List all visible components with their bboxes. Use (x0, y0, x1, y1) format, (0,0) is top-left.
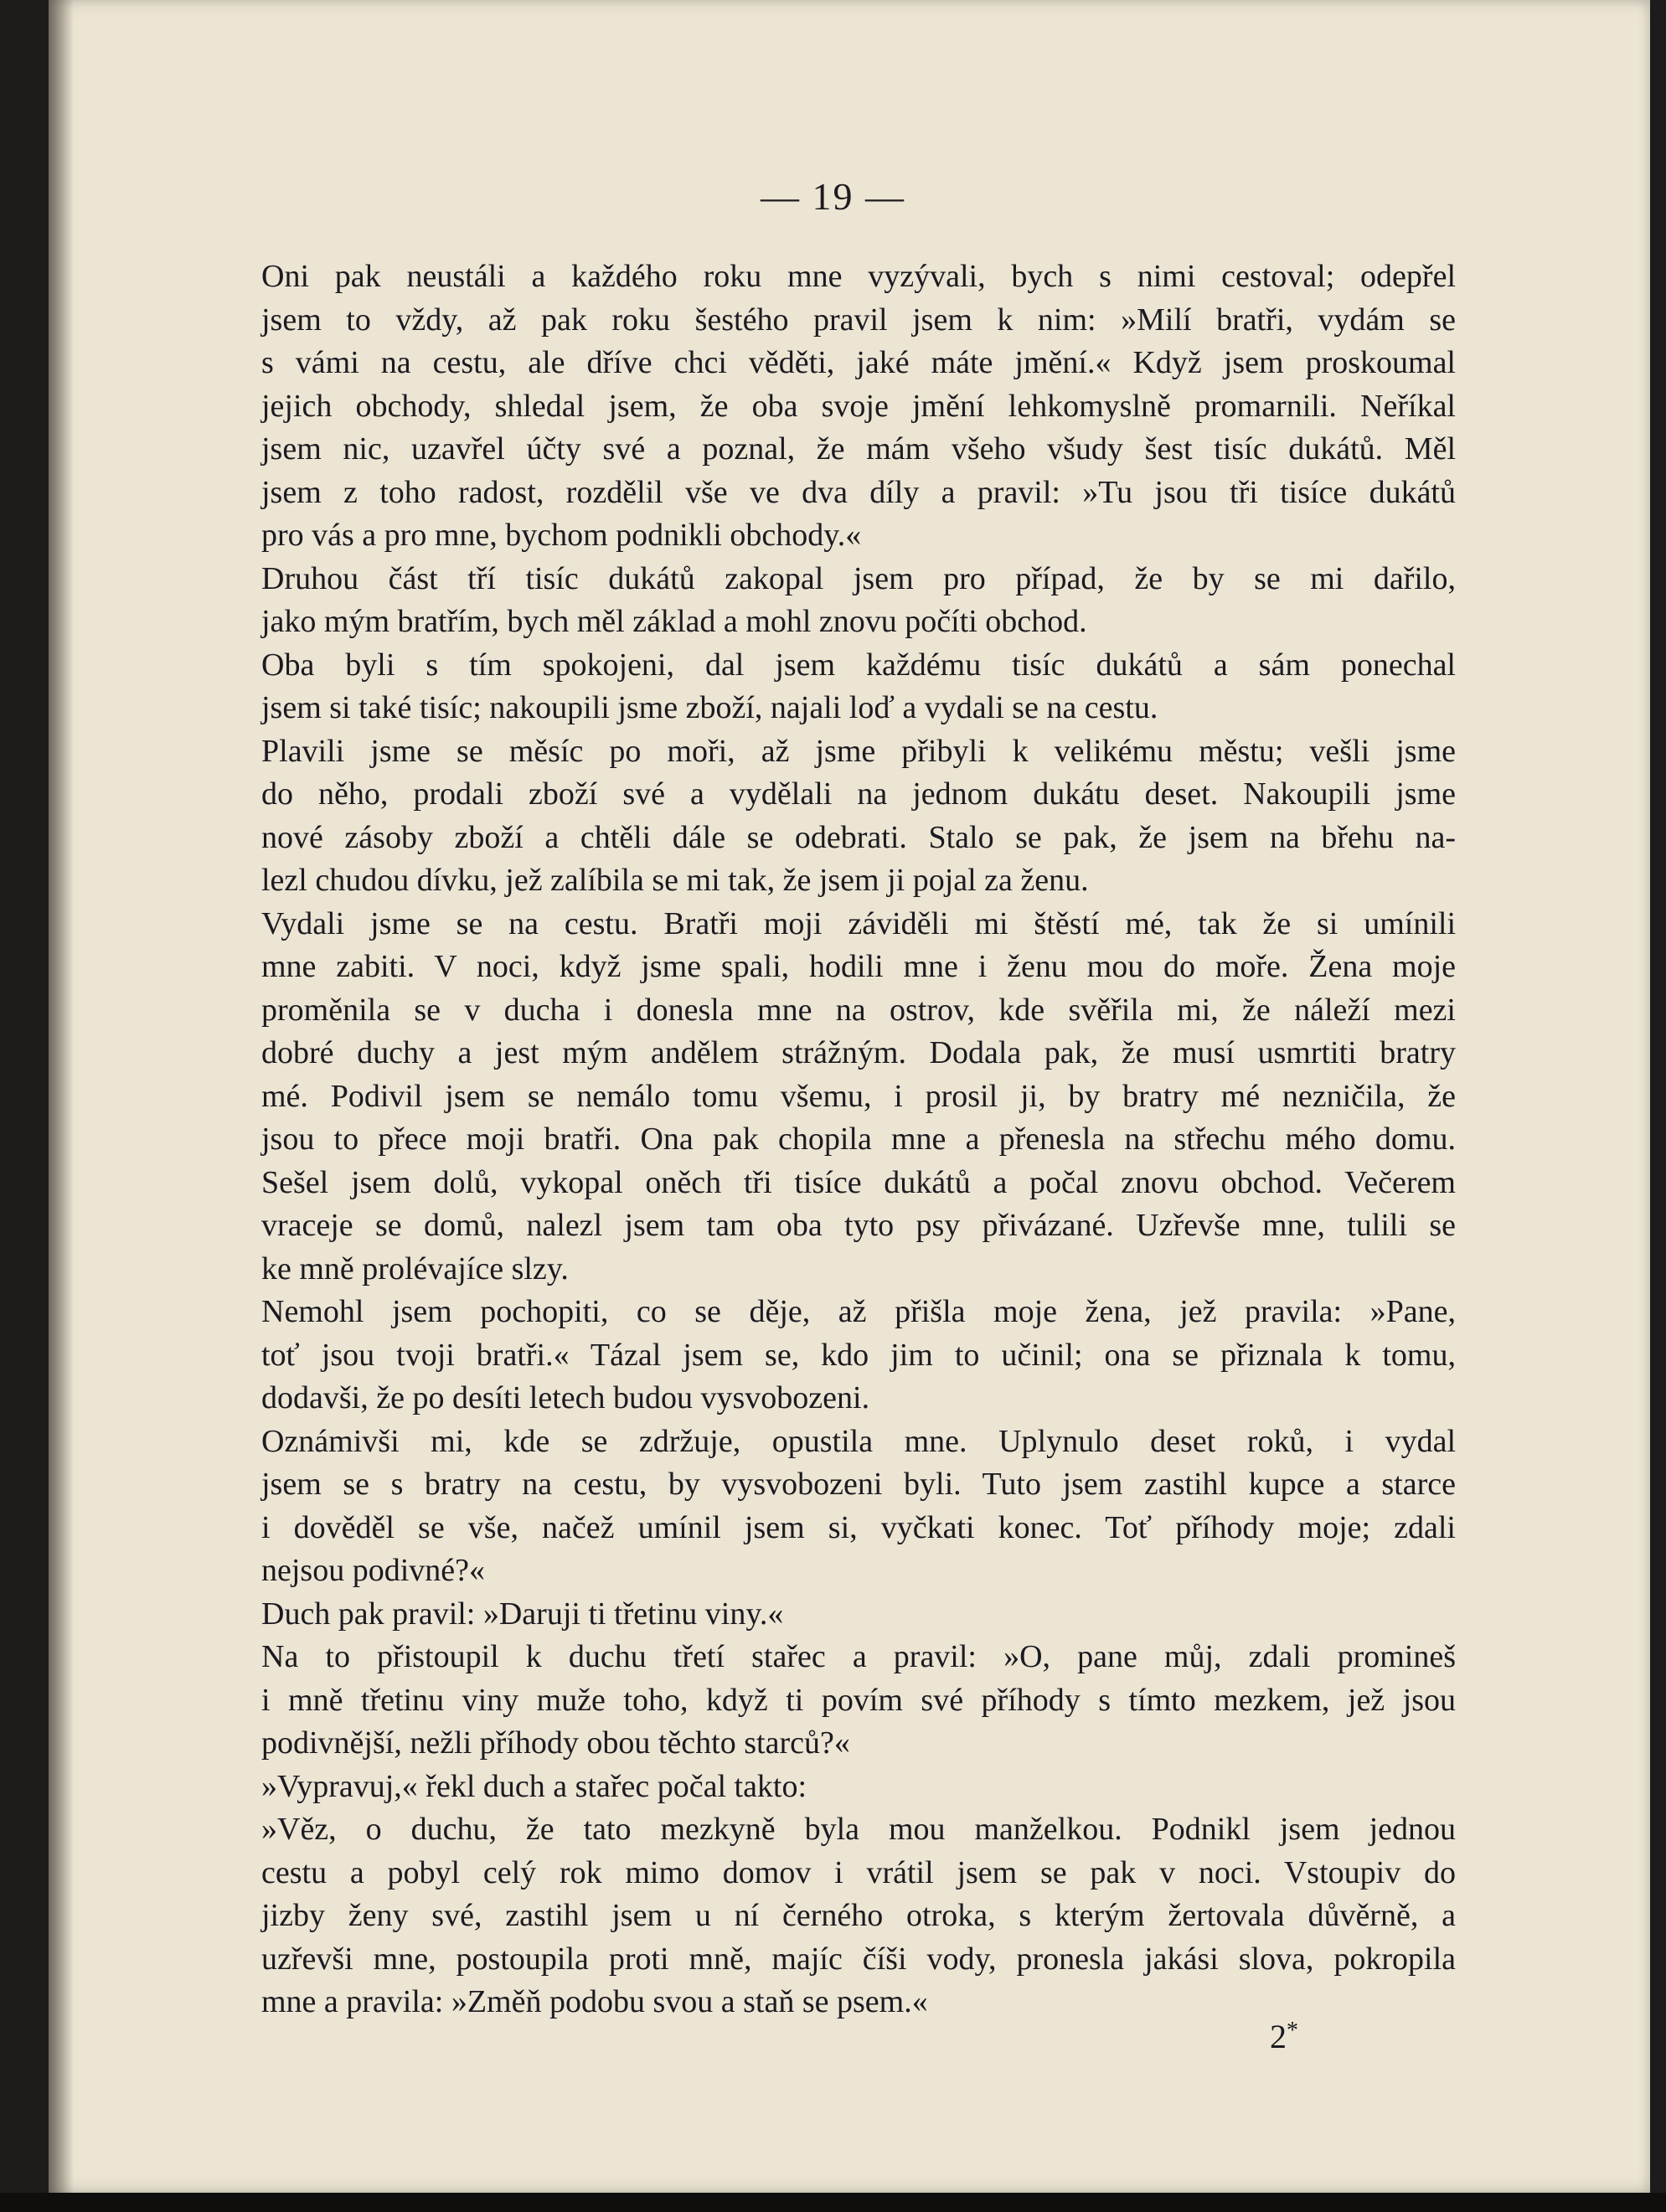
text-line: jizby ženy své, zastihl jsem u ní černého otroka, s kterým žertovala důvěrně, a (261, 1898, 1456, 1933)
paragraph (174, 1291, 1456, 1421)
paragraph (174, 255, 1456, 558)
paragraph (174, 1636, 1456, 1766)
text-line: Oba byli s tím spokojeni, dal jsem každému tisíc dukátů a sám ponechal (261, 647, 1456, 683)
text-line: uzřevši mne, postoupila proti mně, majíc číši vody, pronesla jakási slova, pokropila (261, 1941, 1456, 1977)
text-line: Na to přistoupil k duchu třetí stařec a pravil: »O, pane můj, zdali promineš (261, 1639, 1456, 1674)
text-line: ke mně prolévajíce slzy. (261, 1250, 569, 1286)
text-line: Druhou část tří tisíc dukátů zakopal jsem pro případ, že by se mi dařilo, (261, 560, 1456, 596)
text-line: nejsou podivné?« (261, 1553, 486, 1588)
text-line: nové zásoby zboží a chtěli dále se odebrati. Stalo se pak, že jsem na břehu na- (261, 819, 1456, 855)
paragraph (174, 730, 1456, 903)
text-line: Oni pak neustáli a každého roku mne vyzývali, bych s nimi cestoval; odepřel (261, 259, 1456, 294)
signature-asterisk: * (1287, 2018, 1298, 2044)
paragraph (174, 1421, 1456, 1593)
paragraph (174, 903, 1456, 1292)
text-line: jejich obchody, shledal jsem, že oba svoje jmění lehkomyslně promarnili. Neříkal (261, 388, 1456, 424)
text-line: i dověděl se vše, načež umínil jsem si, vyčkati konec. Toť příhody moje; zdali (261, 1509, 1456, 1545)
text-line: dodavši, že po desíti letech budou vysvobozeni. (261, 1380, 870, 1415)
text-line: proměnila se v ducha i donesla mne na ostrov, kde svěřila mi, že náleží mezi (261, 992, 1456, 1028)
text-line: s vámi na cestu, ale dříve chci věděti, jaké máte jmění.« Když jsem proskoumal (261, 345, 1456, 380)
text-line: Duch pak pravil: »Daruji ti třetinu viny.« (261, 1596, 784, 1632)
paragraph (174, 558, 1456, 644)
text-line: Vydali jsme se na cestu. Bratři moji záviděli mi štěstí mé, tak že si umínili (261, 905, 1456, 941)
page-gutter-shadow (49, 0, 74, 2193)
signature-mark (1270, 2017, 1298, 2056)
scan-bottom-edge (0, 2193, 1666, 2212)
paragraph (174, 1766, 1456, 1809)
text-line: podivnější, nežli příhody obou těchto starců?« (261, 1725, 850, 1761)
text-line: jsem to vždy, až pak roku šestého pravil jsem k nim: »Milí bratři, vydám se (261, 302, 1456, 338)
text-line: toť jsou tvoji bratři.« Tázal jsem se, kdo jim to učinil; ona se přiznala k tomu, (261, 1337, 1456, 1373)
text-line: i mně třetinu viny muže toho, když ti povím své příhody s tímto mezkem, jež jsou (261, 1682, 1456, 1718)
text-line: »Vypravuj,« řekl duch a stařec počal takto: (261, 1768, 807, 1804)
paragraph (174, 1808, 1456, 2024)
text-line: mne a pravila: »Změň podobu svou a staň se psem.« (261, 1984, 928, 2019)
body-text (174, 255, 1456, 2024)
text-line: Sešel jsem dolů, vykopal oněch tři tisíce dukátů a počal znovu obchod. Večerem (261, 1164, 1456, 1200)
text-line: do něho, prodali zboží své a vydělali na jednom dukátu deset. Nakoupili jsme (261, 776, 1456, 812)
signature-number: 2 (1270, 2018, 1287, 2055)
text-line: mne zabiti. V noci, když jsme spali, hodili mne i ženu mou do moře. Žena moje (261, 949, 1456, 984)
text-line: cestu a pobyl celý rok mimo domov i vrátil jsem se pak v noci. Vstoupiv do (261, 1854, 1456, 1890)
text-line: lezl chudou dívku, jež zalíbila se mi tak, že jsem ji pojal za ženu. (261, 863, 1089, 898)
text-line: jako mým bratřím, bych měl základ a mohl znovu počíti obchod. (261, 604, 1087, 639)
text-line: Plavili jsme se měsíc po moři, až jsme přibyli k velikému městu; vešli jsme (261, 733, 1456, 769)
text-line: jsem se s bratry na cestu, by vysvobozeni byli. Tuto jsem zastihl kupce a starce (261, 1467, 1456, 1502)
text-line: jsou to přece moji bratři. Ona pak chopila mne a přenesla na střechu mého domu. (261, 1121, 1456, 1157)
text-line: jsem si také tisíc; nakoupili jsme zboží, najali loď a vydali se na cestu. (261, 690, 1158, 725)
text-line: jsem z toho radost, rozdělil vše ve dva díly a pravil: »Tu jsou tři tisíce dukátů (261, 474, 1456, 510)
text-line: vraceje se domů, nalezl jsem tam oba tyto psy přivázané. Uzřevše mne, tulili se (261, 1208, 1456, 1243)
text-line: Nemohl jsem pochopiti, co se děje, až přišla moje žena, jež pravila: »Pane, (261, 1294, 1456, 1329)
text-line: mé. Podivil jsem se nemálo tomu všemu, i prosil ji, by bratry mé nezničila, že (261, 1078, 1456, 1114)
paragraph (174, 644, 1456, 730)
page-number: — 19 — (761, 175, 905, 218)
text-line: Oznámivši mi, kde se zdržuje, opustila mne. Uplynulo deset roků, i vydal (261, 1423, 1456, 1459)
text-line: »Věz, o duchu, že tato mezkyně byla mou manželkou. Podnikl jsem jednou (261, 1812, 1456, 1847)
text-line: dobré duchy a jest mým andělem strážným. Dodala pak, že musí usmrtiti bratry (261, 1035, 1456, 1070)
paragraph (174, 1593, 1456, 1637)
text-line: jsem nic, uzavřel účty své a poznal, že mám všeho všudy šest tisíc dukátů. Měl (261, 431, 1456, 467)
text-line: pro vás a pro mne, bychom podnikli obchody.« (261, 518, 862, 553)
